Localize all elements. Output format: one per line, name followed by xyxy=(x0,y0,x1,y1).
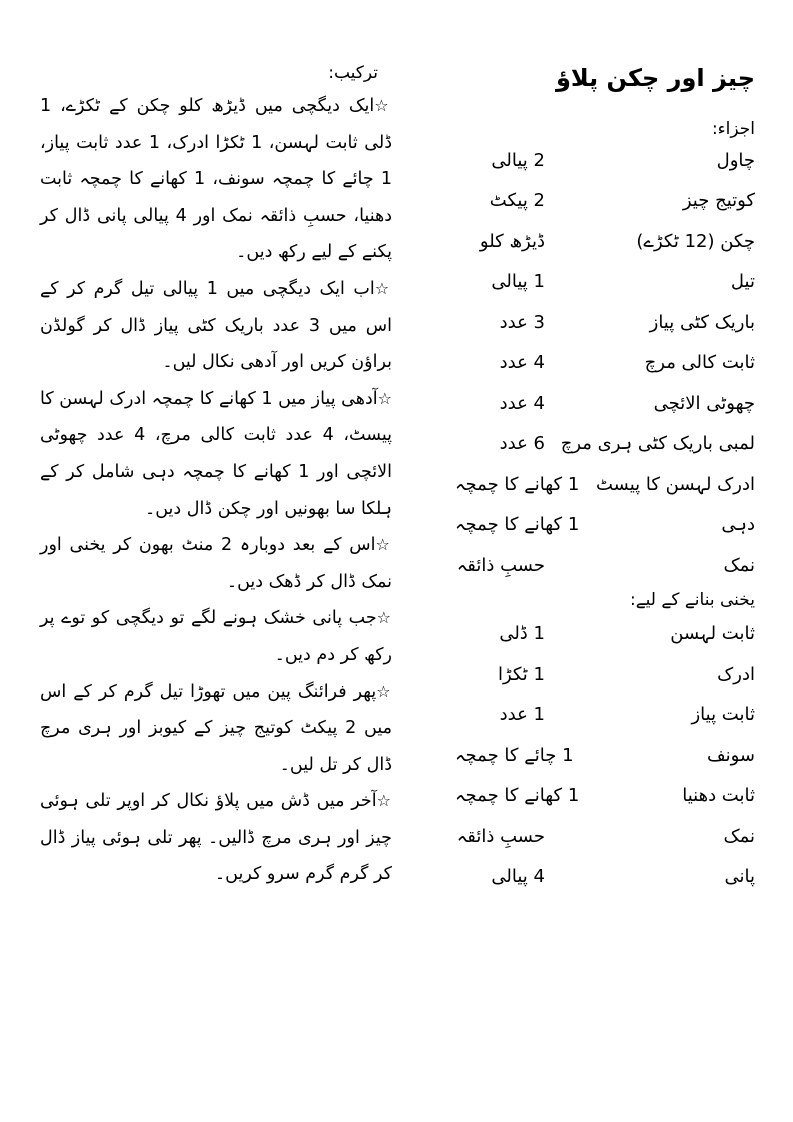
ingredient-name: دہی xyxy=(721,514,755,536)
star-icon: ☆ xyxy=(377,388,392,408)
method-step-text: پھر فرائنگ پین میں تھوڑا تیل گرم کر کے اس میں 2 پیکٹ کوتیج چیز کے کیوبز اور ہری مرچ ڈال کر تل لیں۔ xyxy=(40,681,392,775)
ingredient-quantity: 1 کھانے کا چمچہ xyxy=(455,785,580,807)
ingredient-quantity: 4 پیالی xyxy=(491,866,545,888)
ingredient-name: چاول xyxy=(716,149,755,171)
ingredient-name: ادرک لہسن کا پیسٹ xyxy=(595,473,755,495)
ingredients-list xyxy=(455,140,755,586)
method-step xyxy=(40,674,392,784)
ingredient-item xyxy=(455,140,755,181)
method-step-text: آخر میں ڈش میں پلاؤ نکال کر اوپر تلی ہوئی چیز اور ہری مرچ ڈالیں۔ پھر تلی ہوئی پیاز ڈال کر گرم گرم سرو کریں۔ xyxy=(40,791,392,885)
star-icon: ☆ xyxy=(374,278,393,298)
method-step xyxy=(40,271,392,381)
ingredient-item xyxy=(455,181,755,222)
method-step xyxy=(40,381,392,527)
stock-ingredient-item xyxy=(455,857,755,898)
ingredient-quantity: 4 عدد xyxy=(499,392,545,414)
method-step-text: آدھی پیاز میں 1 کھانے کا چمچہ ادرک لہسن کا پیسٹ، 4 عدد ثابت کالی مرچ، 4 عدد چھوٹی الائچی اور 1 کھانے کا چمچہ دہی شامل کر کے ہلکا سا بھونیں اور چکن ڈال دیں۔ xyxy=(40,388,392,519)
method-step xyxy=(40,88,392,271)
ingredient-name: چکن (12 ٹکڑے) xyxy=(636,230,755,252)
ingredient-quantity: 1 کھانے کا چمچہ xyxy=(455,473,580,495)
ingredient-name: چھوٹی الائچی xyxy=(653,392,755,414)
stock-ingredient-item xyxy=(455,654,755,695)
ingredient-quantity: 1 ڈلی xyxy=(499,623,545,645)
stock-ingredient-item xyxy=(455,695,755,736)
method-label: ترکیب: xyxy=(328,63,378,83)
ingredient-name: ثابت پیاز xyxy=(691,704,755,726)
star-icon: ☆ xyxy=(375,535,392,555)
ingredient-name: ثابت کالی مرچ xyxy=(644,352,755,374)
method-step-text: اس کے بعد دوبارہ 2 منٹ بھون کر یخنی اور نمک ڈال کر ڈھک دیں۔ xyxy=(40,535,392,592)
star-icon: ☆ xyxy=(376,608,392,628)
ingredient-name: باریک کٹی پیاز xyxy=(649,311,755,333)
ingredients-label: اجزاء: xyxy=(711,119,755,139)
ingredient-item xyxy=(455,383,755,424)
ingredient-item xyxy=(455,302,755,343)
ingredient-quantity: 2 پیالی xyxy=(491,149,545,171)
recipe-title: چیز اور چکن پلاؤ xyxy=(555,64,755,92)
ingredient-quantity: 1 عدد xyxy=(499,704,545,726)
ingredient-name: لمبی باریک کٹی ہری مرچ xyxy=(560,433,755,455)
ingredient-item xyxy=(455,424,755,465)
ingredients-column xyxy=(455,58,755,897)
stock-ingredient-item xyxy=(455,614,755,655)
ingredient-name: ثابت لہسن xyxy=(670,623,755,645)
ingredient-quantity: حسبِ ذائقہ xyxy=(456,825,545,847)
ingredient-item xyxy=(455,464,755,505)
stock-ingredient-item xyxy=(455,735,755,776)
method-column xyxy=(40,58,392,893)
method-step xyxy=(40,783,392,893)
ingredient-item xyxy=(455,343,755,384)
ingredient-quantity: 3 عدد xyxy=(499,311,545,333)
method-step-text: ایک دیگچی میں ڈیڑھ کلو چکن کے ٹکڑے، 1 ڈلی ثابت لہسن، 1 ٹکڑا ادرک، 1 عدد ثابت پیاز، 1 چائے کا چمچہ سونف، 1 کھانے کا چمچہ ثابت دھنیا، حسبِ ذائقہ نمک اور 4 پیالی پانی ڈال کر پکنے کے لیے رکھ دیں۔ xyxy=(40,96,392,263)
ingredient-item xyxy=(455,505,755,546)
star-icon: ☆ xyxy=(376,791,393,811)
stock-ingredient-item xyxy=(455,776,755,817)
ingredient-name: تیل xyxy=(730,271,755,293)
ingredient-name: نمک xyxy=(723,825,755,847)
stock-label: یخنی بنانے کے لیے: xyxy=(629,589,755,610)
method-step xyxy=(40,527,392,600)
ingredient-name: پانی xyxy=(724,866,755,888)
ingredient-quantity: 2 پیکٹ xyxy=(489,190,545,212)
ingredient-quantity: 4 عدد xyxy=(499,352,545,374)
ingredient-quantity: 1 ٹکڑا xyxy=(497,663,545,685)
ingredient-name: نمک xyxy=(723,554,755,576)
ingredient-quantity: 6 عدد xyxy=(499,433,545,455)
ingredient-name: سونف xyxy=(706,744,755,766)
stock-ingredient-item xyxy=(455,816,755,857)
ingredient-quantity: 1 کھانے کا چمچہ xyxy=(455,514,580,536)
ingredient-quantity: ڈیڑھ کلو xyxy=(479,230,545,252)
method-step xyxy=(40,600,392,673)
ingredient-quantity: حسبِ ذائقہ xyxy=(456,554,545,576)
ingredient-item xyxy=(455,545,755,586)
method-step-text: اب ایک دیگچی میں 1 پیالی تیل گرم کر کے اس میں 3 عدد باریک کٹی پیاز ڈال کر گولڈن براؤن کریں اور آدھی نکال لیں۔ xyxy=(40,278,392,373)
star-icon: ☆ xyxy=(374,96,392,115)
method-step-text: جب پانی خشک ہونے لگے تو دیگچی کو توے پر رکھ کر دم دیں۔ xyxy=(40,608,392,665)
ingredient-quantity: 1 چائے کا چمچہ xyxy=(455,744,574,766)
ingredient-name: ادرک xyxy=(717,663,755,685)
ingredient-item xyxy=(455,221,755,262)
stock-ingredients-list xyxy=(455,614,755,898)
ingredient-name: کوتیج چیز xyxy=(682,190,755,212)
ingredient-item xyxy=(455,262,755,303)
ingredient-quantity: 1 پیالی xyxy=(491,271,545,293)
ingredient-name: ثابت دھنیا xyxy=(682,785,755,807)
star-icon: ☆ xyxy=(376,681,392,701)
